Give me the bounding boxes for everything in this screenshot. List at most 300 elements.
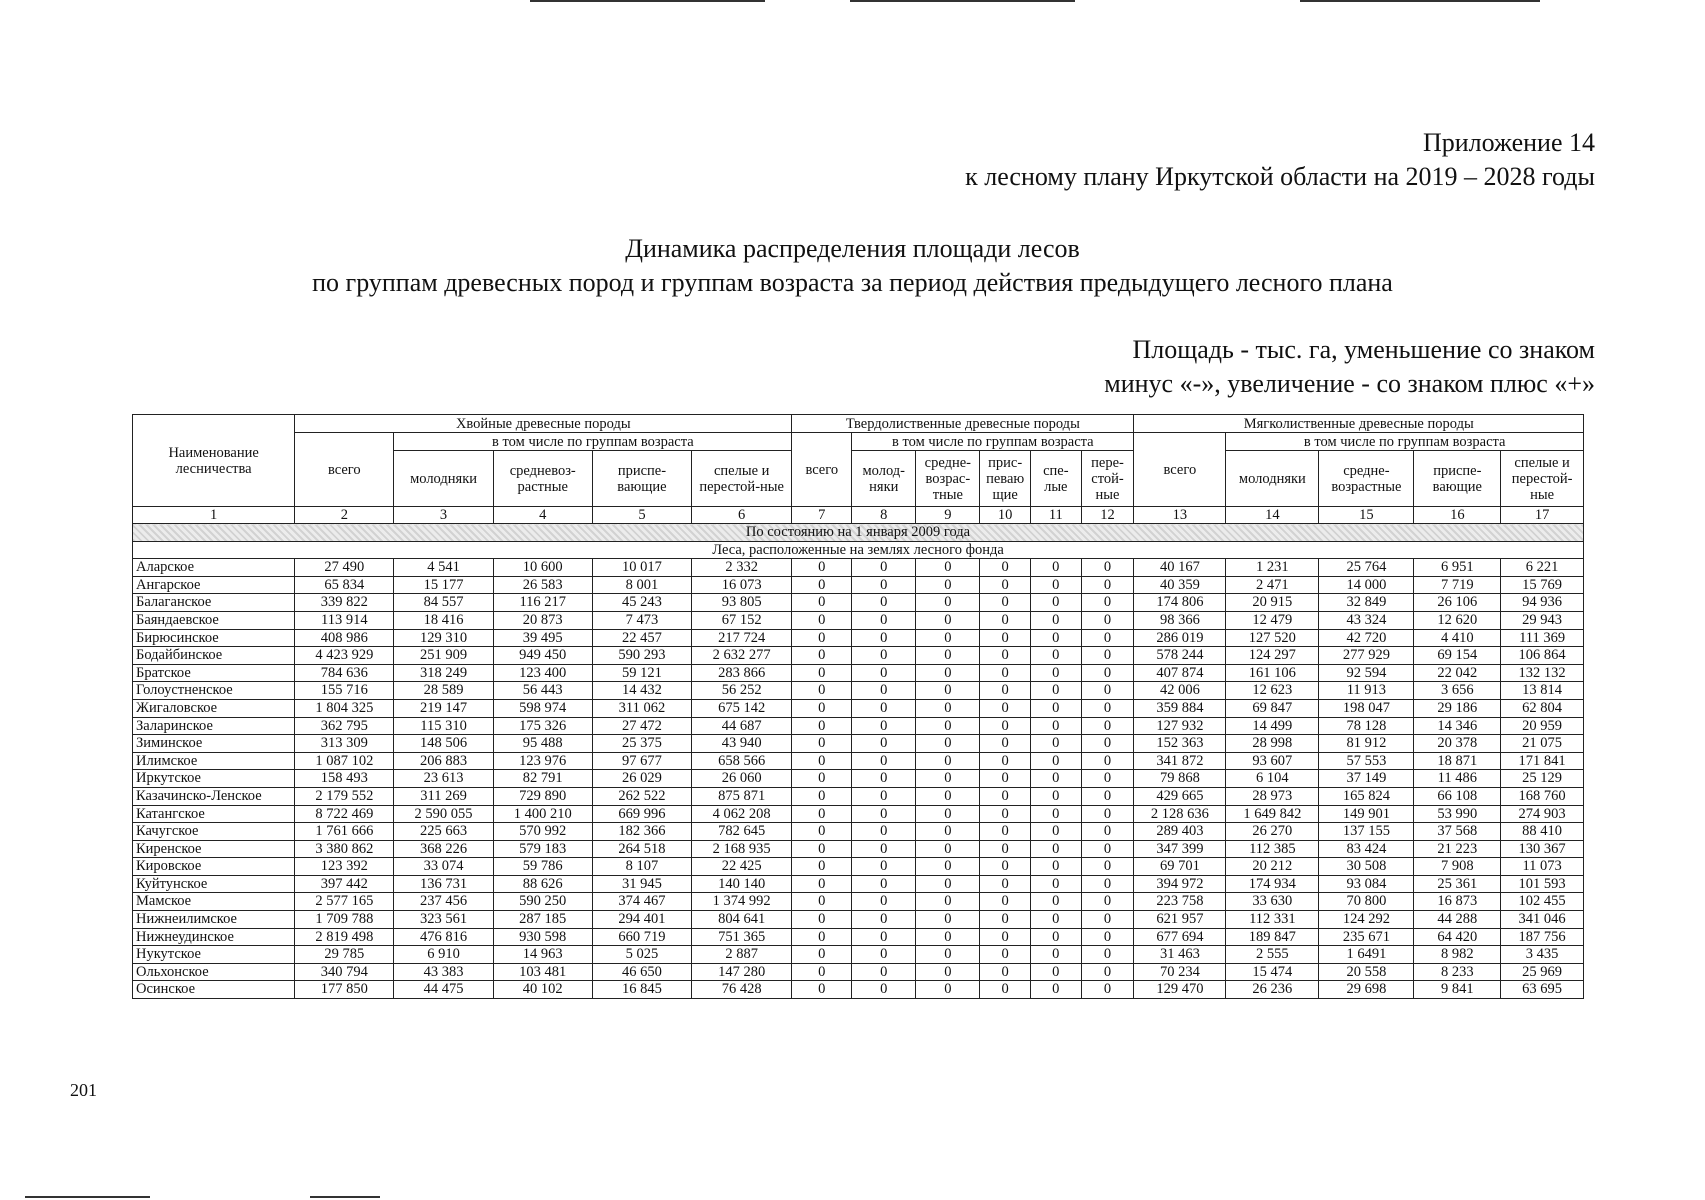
table-cell: 46 650 [592,963,691,981]
table-cell: 0 [1030,858,1081,876]
column-number: 8 [852,507,916,524]
table-cell: 0 [916,858,980,876]
table-row [133,559,1584,577]
table-cell: 27 490 [295,559,394,577]
table-cell: 311 062 [592,699,691,717]
table-cell: 25 764 [1319,559,1414,577]
table-cell: 621 957 [1134,911,1226,929]
table-cell: 0 [916,805,980,823]
table-cell: 0 [916,559,980,577]
table-cell: 93 805 [692,594,792,612]
table-cell: 0 [852,629,916,647]
table-cell: 2 332 [692,559,792,577]
table-cell: 2 128 636 [1134,805,1226,823]
table-cell: 44 475 [394,981,493,999]
units-line-1: Площадь - тыс. га, уменьшение со знаком [1132,335,1595,364]
table-cell: 0 [852,911,916,929]
table-cell: 14 000 [1319,576,1414,594]
subgroup-header-conifer: в том числе по группам возраста [394,433,792,451]
table-cell: 598 974 [493,699,592,717]
column-number: 1 [133,507,295,524]
table-cell: 274 903 [1501,805,1584,823]
table-cell: 0 [852,823,916,841]
table-cell: 0 [852,647,916,665]
table-cell: 0 [980,559,1031,577]
group-header-hardwood: Твердолиственные древесные породы [792,415,1134,433]
table-cell: 8 982 [1414,946,1501,964]
forestry-name-cell: Заларинское [133,717,295,735]
table-cell: 590 293 [592,647,691,665]
table-cell: 0 [916,981,980,999]
table-cell: 147 280 [692,963,792,981]
table-cell: 67 152 [692,611,792,629]
table-cell: 111 369 [1501,629,1584,647]
table-cell: 0 [980,787,1031,805]
table-cell: 0 [980,840,1031,858]
table-cell: 0 [980,611,1031,629]
table-cell: 129 310 [394,629,493,647]
table-cell: 219 147 [394,699,493,717]
table-row [133,963,1584,981]
table-cell: 8 722 469 [295,805,394,823]
table-cell: 0 [980,805,1031,823]
table-cell: 0 [1030,717,1081,735]
table-cell: 15 474 [1226,963,1319,981]
table-cell: 88 626 [493,875,592,893]
table-cell: 1 374 992 [692,893,792,911]
table-cell: 31 945 [592,875,691,893]
table-cell: 56 443 [493,682,592,700]
table-cell: 0 [1030,787,1081,805]
table-cell: 0 [916,717,980,735]
table-cell: 28 973 [1226,787,1319,805]
table-cell: 0 [1081,963,1134,981]
table-cell: 277 929 [1319,647,1414,665]
table-cell: 368 226 [394,840,493,858]
table-cell: 64 420 [1414,928,1501,946]
col-header-hardwood-mature: спе-лые [1030,451,1081,507]
table-cell: 362 795 [295,717,394,735]
table-cell: 660 719 [592,928,691,946]
table-cell: 8 001 [592,576,691,594]
table-cell: 0 [916,787,980,805]
table-cell: 29 943 [1501,611,1584,629]
table-cell: 264 518 [592,840,691,858]
table-cell: 0 [852,875,916,893]
table-cell: 347 399 [1134,840,1226,858]
table-cell: 0 [792,699,852,717]
table-cell: 13 814 [1501,682,1584,700]
table-cell: 0 [852,682,916,700]
table-cell: 0 [1030,699,1081,717]
table-cell: 0 [916,699,980,717]
table-cell: 313 309 [295,735,394,753]
table-cell: 40 167 [1134,559,1226,577]
table-cell: 0 [980,893,1031,911]
forestry-name-cell: Катангское [133,805,295,823]
table-cell: 175 326 [493,717,592,735]
table-cell: 0 [1081,559,1134,577]
table-cell: 12 620 [1414,611,1501,629]
forestry-name-cell: Балаганское [133,594,295,612]
col-header-hardwood-young: молод-няки [852,451,916,507]
table-cell: 578 244 [1134,647,1226,665]
table-cell: 14 346 [1414,717,1501,735]
table-cell: 0 [1081,893,1134,911]
forestry-name-cell: Ольхонское [133,963,295,981]
table-cell: 0 [916,840,980,858]
table-cell: 182 366 [592,823,691,841]
table-cell: 0 [1081,858,1134,876]
table-cell: 0 [1081,699,1134,717]
table-cell: 0 [1030,682,1081,700]
table-cell: 0 [916,576,980,594]
forestry-name-cell: Киренское [133,840,295,858]
forestry-name-cell: Бодайбинское [133,647,295,665]
forestry-name-cell: Зиминское [133,735,295,753]
table-cell: 0 [792,858,852,876]
table-row [133,946,1584,964]
table-cell: 44 687 [692,717,792,735]
column-number-row [133,507,1584,524]
table-cell: 0 [1030,893,1081,911]
table-cell: 101 593 [1501,875,1584,893]
column-number: 9 [916,507,980,524]
table-cell: 20 378 [1414,735,1501,753]
table-cell: 16 873 [1414,893,1501,911]
table-cell: 0 [1081,875,1134,893]
table-cell: 0 [916,682,980,700]
table-cell: 155 716 [295,682,394,700]
table-cell: 0 [916,664,980,682]
column-number: 4 [493,507,592,524]
table-cell: 0 [916,647,980,665]
table-cell: 0 [792,576,852,594]
table-cell: 0 [792,787,852,805]
table-cell: 42 720 [1319,629,1414,647]
scan-line-bottom-2 [310,1196,380,1198]
table-cell: 7 908 [1414,858,1501,876]
table-cell: 124 297 [1226,647,1319,665]
table-cell: 20 212 [1226,858,1319,876]
table-cell: 28 589 [394,682,493,700]
table-cell: 26 029 [592,770,691,788]
table-cell: 45 243 [592,594,691,612]
table-cell: 15 177 [394,576,493,594]
table-row [133,752,1584,770]
table-cell: 69 701 [1134,858,1226,876]
col-header-conifer-middle: средневоз-растные [493,451,592,507]
table-cell: 168 760 [1501,787,1584,805]
table-cell: 0 [980,981,1031,999]
table-cell: 0 [1081,928,1134,946]
table-cell: 198 047 [1319,699,1414,717]
table-cell: 0 [1030,647,1081,665]
col-header-conifer-young: молодняки [394,451,493,507]
table-cell: 0 [1081,770,1134,788]
table-cell: 262 522 [592,787,691,805]
table-cell: 18 871 [1414,752,1501,770]
column-number: 16 [1414,507,1501,524]
table-row [133,858,1584,876]
table-cell: 0 [852,981,916,999]
table-cell: 2 590 055 [394,805,493,823]
table-cell: 0 [1081,647,1134,665]
table-cell: 0 [792,805,852,823]
table-cell: 92 594 [1319,664,1414,682]
forestry-name-cell: Казачинско-Ленское [133,787,295,805]
table-row [133,823,1584,841]
table-cell: 26 060 [692,770,792,788]
col-header-hardwood-maturing: прис-певаю щие [980,451,1031,507]
forestry-name-cell: Куйтунское [133,875,295,893]
table-cell: 0 [852,594,916,612]
table-cell: 394 972 [1134,875,1226,893]
appendix-line-2: к лесному плану Иркутской области на 2019 – 2028 годы [965,162,1595,191]
table-cell: 115 310 [394,717,493,735]
table-cell: 0 [852,559,916,577]
table-cell: 0 [1030,752,1081,770]
table-cell: 84 557 [394,594,493,612]
table-cell: 1 231 [1226,559,1319,577]
scan-line-bottom-1 [25,1196,150,1198]
table-cell: 0 [1081,629,1134,647]
table-cell: 0 [1030,875,1081,893]
table-cell: 0 [916,823,980,841]
col-header-hardwood-total: всего [792,433,852,507]
table-cell: 2 555 [1226,946,1319,964]
table-cell: 217 724 [692,629,792,647]
table-cell: 37 149 [1319,770,1414,788]
table-cell: 113 914 [295,611,394,629]
table-cell: 78 128 [1319,717,1414,735]
table-row [133,893,1584,911]
column-number: 3 [394,507,493,524]
table-cell: 1 6491 [1319,946,1414,964]
table-cell: 0 [980,647,1031,665]
table-cell: 40 359 [1134,576,1226,594]
table-cell: 675 142 [692,699,792,717]
table-cell: 16 073 [692,576,792,594]
table-cell: 161 106 [1226,664,1319,682]
table-cell: 782 645 [692,823,792,841]
col-header-conifer-total: всего [295,433,394,507]
table-cell: 6 951 [1414,559,1501,577]
table-cell: 3 380 862 [295,840,394,858]
table-cell: 82 791 [493,770,592,788]
table-cell: 12 479 [1226,611,1319,629]
table-cell: 0 [1081,787,1134,805]
table-cell: 33 630 [1226,893,1319,911]
table-row [133,770,1584,788]
document-title [0,232,1705,300]
table-cell: 25 129 [1501,770,1584,788]
col-header-conifer-maturing: приспе-вающие [592,451,691,507]
table-row [133,875,1584,893]
table-cell: 22 457 [592,629,691,647]
table-cell: 294 401 [592,911,691,929]
table-cell: 0 [792,770,852,788]
table-cell: 804 641 [692,911,792,929]
table-cell: 7 473 [592,611,691,629]
table-cell: 751 365 [692,928,792,946]
table-cell: 0 [1030,559,1081,577]
table-cell: 81 912 [1319,735,1414,753]
forestry-name-cell: Нижнеилимское [133,911,295,929]
table-cell: 53 990 [1414,805,1501,823]
table-cell: 59 121 [592,664,691,682]
forestry-name-cell: Аларское [133,559,295,577]
table-cell: 6 910 [394,946,493,964]
table-cell: 66 108 [1414,787,1501,805]
table-cell: 0 [792,981,852,999]
table-cell: 930 598 [493,928,592,946]
table-cell: 95 488 [493,735,592,753]
table-cell: 339 822 [295,594,394,612]
column-number: 7 [792,507,852,524]
table-row [133,717,1584,735]
table-cell: 283 866 [692,664,792,682]
forestry-name-cell: Кировское [133,858,295,876]
table-cell: 148 506 [394,735,493,753]
forestry-name-cell: Братское [133,664,295,682]
table-cell: 2 577 165 [295,893,394,911]
table-cell: 93 607 [1226,752,1319,770]
table-cell: 0 [792,752,852,770]
table-cell: 11 073 [1501,858,1584,876]
table-cell: 225 663 [394,823,493,841]
table-cell: 132 132 [1501,664,1584,682]
table-row [133,911,1584,929]
table-cell: 44 288 [1414,911,1501,929]
table-cell: 0 [916,875,980,893]
col-header-hardwood-middle: средне-возрас-тные [916,451,980,507]
table-cell: 27 472 [592,717,691,735]
table-cell: 0 [1030,629,1081,647]
table-cell: 11 486 [1414,770,1501,788]
table-cell: 102 455 [1501,893,1584,911]
table-cell: 21 075 [1501,735,1584,753]
table-cell: 0 [852,946,916,964]
table-cell: 0 [916,893,980,911]
table-cell: 29 698 [1319,981,1414,999]
table-cell: 22 042 [1414,664,1501,682]
table-cell: 20 959 [1501,717,1584,735]
table-cell: 0 [792,647,852,665]
table-cell: 123 400 [493,664,592,682]
table-cell: 949 450 [493,647,592,665]
table-cell: 4 062 208 [692,805,792,823]
table-cell: 14 499 [1226,717,1319,735]
table-cell: 311 269 [394,787,493,805]
table-cell: 0 [980,682,1031,700]
table-cell: 76 428 [692,981,792,999]
table-cell: 0 [1030,840,1081,858]
table-cell: 0 [980,946,1031,964]
column-number: 5 [592,507,691,524]
table-cell: 729 890 [493,787,592,805]
col-header-softwood-young: молодняки [1226,451,1319,507]
table-cell: 0 [1030,735,1081,753]
table-cell: 116 217 [493,594,592,612]
forestry-name-cell: Илимское [133,752,295,770]
table-cell: 14 432 [592,682,691,700]
table-cell: 1 804 325 [295,699,394,717]
table-cell: 124 292 [1319,911,1414,929]
table-cell: 29 186 [1414,699,1501,717]
table-row [133,805,1584,823]
table-cell: 4 541 [394,559,493,577]
section-row [133,524,1584,542]
table-cell: 429 665 [1134,787,1226,805]
forest-area-table [132,414,1584,999]
table-cell: 237 456 [394,893,493,911]
table-cell: 0 [792,682,852,700]
table-cell: 70 234 [1134,963,1226,981]
table-cell: 88 410 [1501,823,1584,841]
table-cell: 62 804 [1501,699,1584,717]
table-cell: 3 435 [1501,946,1584,964]
col-header-softwood-total: всего [1134,433,1226,507]
table-cell: 0 [1030,981,1081,999]
table-cell: 0 [980,928,1031,946]
table-cell: 0 [1030,911,1081,929]
table-cell: 669 996 [592,805,691,823]
table-cell: 40 102 [493,981,592,999]
table-cell: 0 [1081,576,1134,594]
table-cell: 94 936 [1501,594,1584,612]
table-cell: 235 671 [1319,928,1414,946]
scan-line-top-3 [1300,0,1540,2]
subsection-label: Леса, расположенные на землях лесного фонда [133,541,1584,559]
table-cell: 0 [980,963,1031,981]
table-cell: 0 [1030,946,1081,964]
table-cell: 0 [852,699,916,717]
table-cell: 98 366 [1134,611,1226,629]
table-cell: 0 [1030,576,1081,594]
table-cell: 0 [852,893,916,911]
title-line-2: по группам древесных пород и группам возраста за период действия предыдущего лесного плана [312,268,1393,297]
table-cell: 0 [980,858,1031,876]
table-cell: 0 [852,805,916,823]
table-cell: 0 [916,946,980,964]
table-cell: 0 [792,893,852,911]
table-cell: 0 [1081,717,1134,735]
table-cell: 0 [852,717,916,735]
table-cell: 93 084 [1319,875,1414,893]
table-cell: 56 252 [692,682,792,700]
table-cell: 32 849 [1319,594,1414,612]
table-cell: 0 [852,840,916,858]
table-cell: 0 [980,576,1031,594]
table-cell: 39 495 [493,629,592,647]
table-cell: 43 940 [692,735,792,753]
table-cell: 0 [1081,840,1134,858]
table-cell: 0 [1081,752,1134,770]
title-line-1: Динамика распределения площади лесов [625,234,1080,263]
table-cell: 127 932 [1134,717,1226,735]
table-cell: 129 470 [1134,981,1226,999]
table-cell: 136 731 [394,875,493,893]
table-cell: 20 915 [1226,594,1319,612]
forestry-name-cell: Мамское [133,893,295,911]
col-header-softwood-mature: спелые и перестой-ные [1501,451,1584,507]
table-cell: 83 424 [1319,840,1414,858]
table-cell: 0 [792,963,852,981]
table-row [133,928,1584,946]
table-cell: 0 [852,928,916,946]
table-cell: 407 874 [1134,664,1226,682]
